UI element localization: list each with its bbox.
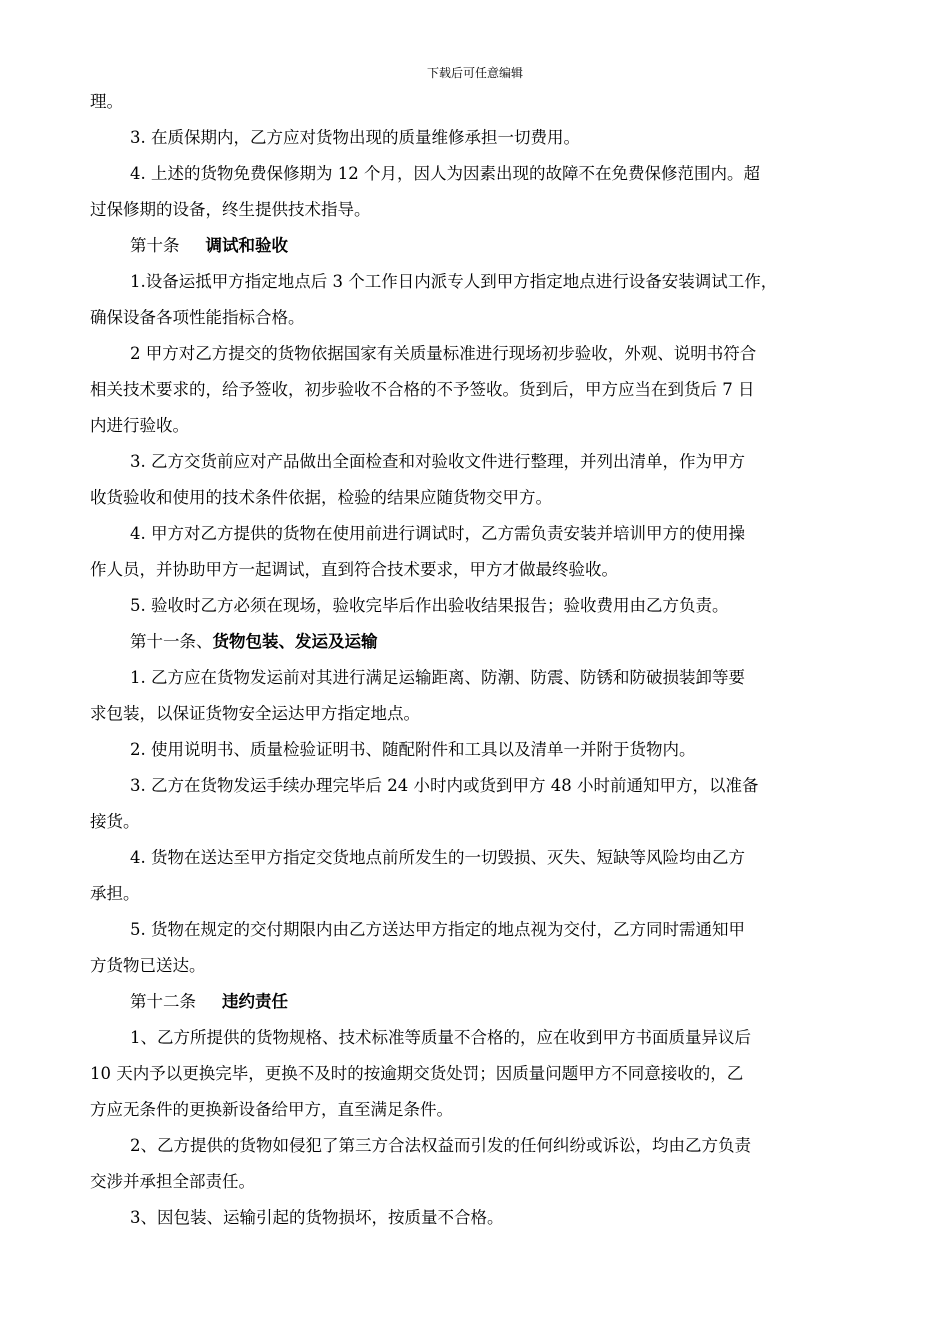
paragraph-line: 理。 xyxy=(90,92,123,111)
paragraph-line: 4. 甲方对乙方提供的货物在使用前进行调试时，乙方需负责安装并培训甲方的使用操 xyxy=(130,524,745,543)
paragraph-line: 2、乙方提供的货物如侵犯了第三方合法权益而引发的任何纠纷或诉讼，均由乙方负责 xyxy=(130,1136,751,1155)
paragraph-line: 交涉并承担全部责任。 xyxy=(90,1172,255,1191)
section-title: 违约责任 xyxy=(222,992,288,1011)
paragraph-line: 过保修期的设备，终生提供技术指导。 xyxy=(90,200,371,219)
paragraph-line: 3. 乙方在货物发运手续办理完毕后 24 小时内或货到甲方 48 小时前通知甲方，以准备 xyxy=(130,776,759,795)
paragraph-line: 方应无条件的更换新设备给甲方，直至满足条件。 xyxy=(90,1100,453,1119)
paragraph-line: 1. 乙方应在货物发运前对其进行满足运输距离、防潮、防震、防锈和防破损装卸等要 xyxy=(130,668,745,687)
section-number: 第十条 xyxy=(130,236,180,255)
section-title: 货物包装、发运及运输 xyxy=(212,632,378,651)
section-number: 第十一条、 xyxy=(130,632,213,651)
paragraph-line: 4. 货物在送达至甲方指定交货地点前所发生的一切毁损、灭失、短缺等风险均由乙方 xyxy=(130,848,745,867)
section-heading xyxy=(130,988,288,1012)
section-heading xyxy=(130,628,378,652)
section-title: 调试和验收 xyxy=(205,236,288,255)
paragraph-line: 内进行验收。 xyxy=(90,416,189,435)
paragraph-line: 确保设备各项性能指标合格。 xyxy=(90,308,305,327)
paragraph-line: 收货验收和使用的技术条件依据，检验的结果应随货物交甲方。 xyxy=(90,488,552,507)
paragraph-line: 承担。 xyxy=(90,884,140,903)
paragraph-line: 4. 上述的货物免费保修期为 12 个月，因人为因素出现的故障不在免费保修范围内。超 xyxy=(130,164,760,183)
paragraph-line: 3、因包装、运输引起的货物损坏，按质量不合格。 xyxy=(130,1208,504,1227)
section-heading xyxy=(130,232,288,256)
paragraph-line: 求包装，以保证货物安全运达甲方指定地点。 xyxy=(90,704,420,723)
paragraph-line: 2 甲方对乙方提交的货物依据国家有关质量标准进行现场初步验收，外观、说明书符合 xyxy=(130,344,757,363)
paragraph-line: 3. 在质保期内，乙方应对货物出现的质量维修承担一切费用。 xyxy=(130,128,580,147)
paragraph-line: 接货。 xyxy=(90,812,140,831)
paragraph-line: 1.设备运抵甲方指定地点后 3 个工作日内派专人到甲方指定地点进行设备安装调试工作， xyxy=(130,272,778,291)
paragraph-line: 10 天内予以更换完毕，更换不及时的按逾期交货处罚；因质量问题甲方不同意接收的，乙 xyxy=(90,1064,744,1083)
paragraph-line: 3. 乙方交货前应对产品做出全面检查和对验收文件进行整理，并列出清单，作为甲方 xyxy=(130,452,745,471)
paragraph-line: 5. 验收时乙方必须在现场，验收完毕后作出验收结果报告；验收费用由乙方负责。 xyxy=(130,596,729,615)
section-number: 第十二条 xyxy=(130,992,196,1011)
page-header: 下载后可任意编辑 xyxy=(426,66,523,80)
paragraph-line: 1、乙方所提供的货物规格、技术标准等质量不合格的，应在收到甲方书面质量异议后 xyxy=(130,1028,751,1047)
paragraph-line: 方货物已送达。 xyxy=(90,956,206,975)
paragraph-line: 作人员，并协助甲方一起调试，直到符合技术要求，甲方才做最终验收。 xyxy=(90,560,618,579)
paragraph-line: 2. 使用说明书、质量检验证明书、随配附件和工具以及清单一并附于货物内。 xyxy=(130,740,696,759)
paragraph-line: 5. 货物在规定的交付期限内由乙方送达甲方指定的地点视为交付，乙方同时需通知甲 xyxy=(130,920,745,939)
paragraph-line: 相关技术要求的，给予签收，初步验收不合格的不予签收。货到后，甲方应当在到货后 7 日 xyxy=(90,380,755,399)
